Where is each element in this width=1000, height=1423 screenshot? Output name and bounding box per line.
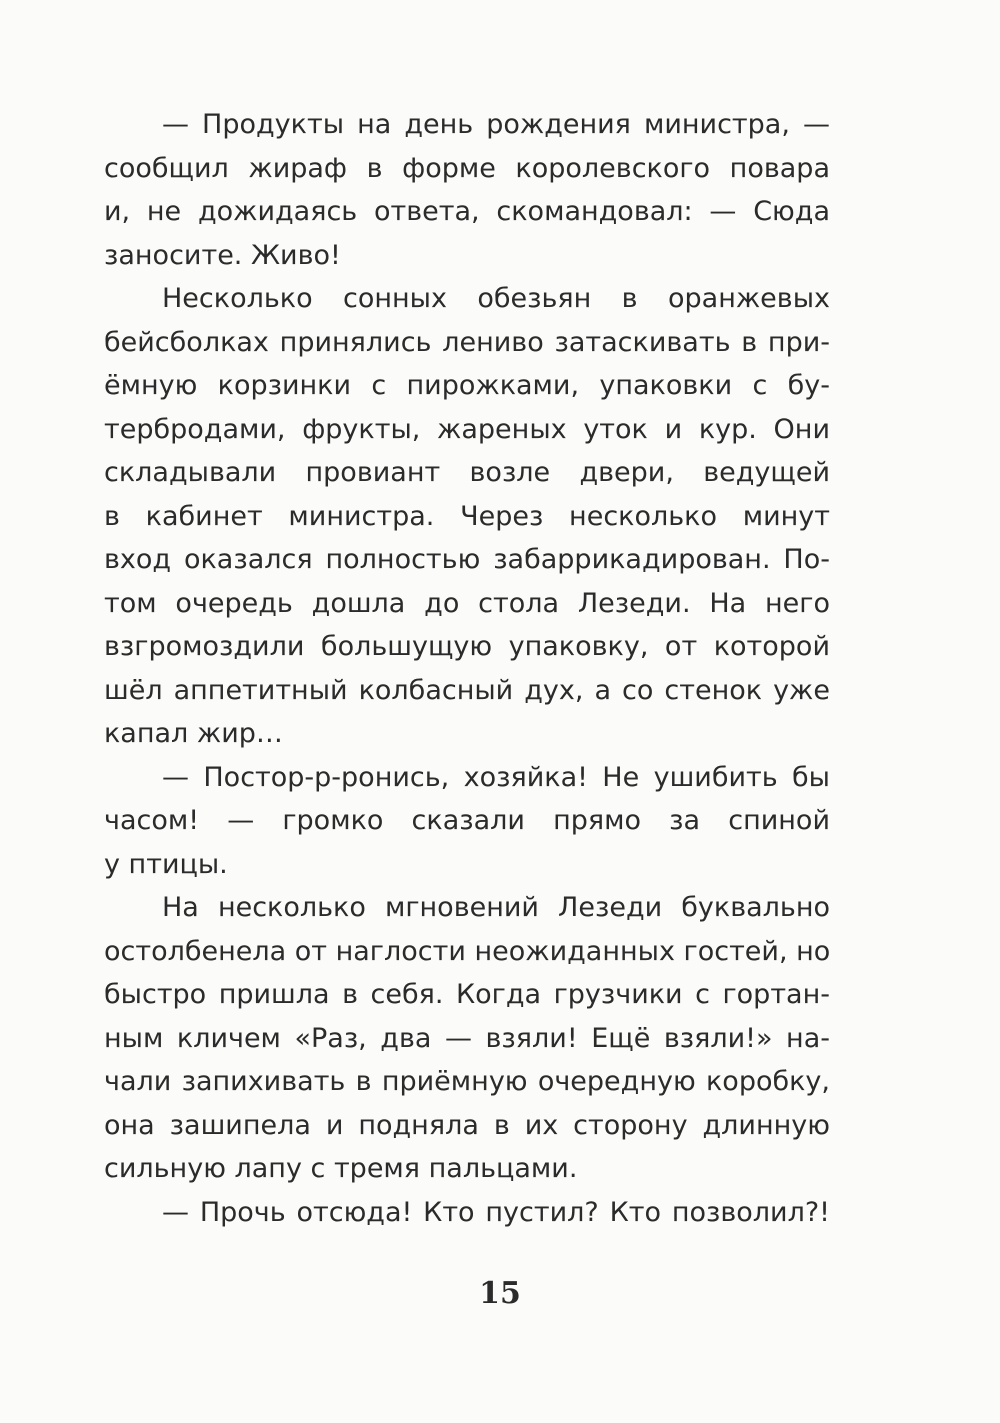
text-line: Несколько сонных обезьян в оранжевых <box>162 283 830 314</box>
text-line: сообщил жираф в форме королевского повара <box>104 152 830 184</box>
text-line: ным кличем «Раз, два — взяли! Ещё взяли!» на- <box>104 1022 830 1054</box>
text-line: складывали провиант возле двери, ведущей <box>104 457 830 488</box>
text-line: На несколько мгновений Лезеди буквально <box>162 892 830 923</box>
text-line: сильную лапу с тремя пальцами. <box>104 1153 578 1184</box>
text-line: у птицы. <box>104 848 228 880</box>
text-line: вход оказался полностью забаррикадирован. По- <box>104 544 830 575</box>
text-line: — Постор-р-ронись, хозяйка! Не ушибить бы <box>162 761 830 793</box>
text-line: быстро пришла в себя. Когда грузчики с гортан- <box>104 979 830 1010</box>
text-line: тербродами, фрукты, жареных уток и кур. Они <box>104 413 830 445</box>
text-line: в кабинет министра. Через несколько минут <box>104 500 830 532</box>
text-line: шёл аппетитный колбасный дух, а со стенок уже <box>104 674 830 706</box>
text-line: капал жир… <box>104 718 283 749</box>
text-line: чали запихивать в приёмную очередную коробку, <box>104 1066 830 1097</box>
text-line: — Прочь отсюда! Кто пустил? Кто позволил?! <box>162 1196 830 1228</box>
text-line: часом! — громко сказали прямо за спиной <box>104 805 830 836</box>
book-page-text <box>104 103 830 1234</box>
text-line: — Продукты на день рождения министра, — <box>162 109 830 140</box>
text-line: заносите. Живо! <box>104 239 341 271</box>
text-line: том очередь дошла до стола Лезеди. На него <box>104 587 830 619</box>
text-line: и, не дожидаясь ответа, скомандовал: — Сюда <box>104 196 830 227</box>
text-line: ёмную корзинки с пирожками, упаковки с бу- <box>104 370 830 401</box>
text-line: она зашипела и подняла в их сторону длинную <box>104 1109 830 1141</box>
page-number: 15 <box>479 1276 521 1311</box>
text-line: взгромоздили большущую упаковку, от которой <box>104 631 830 662</box>
text-line: остолбенела от наглости неожиданных гостей, но <box>104 935 831 967</box>
text-line: бейсболках принялись лениво затаскивать в при- <box>104 326 830 358</box>
